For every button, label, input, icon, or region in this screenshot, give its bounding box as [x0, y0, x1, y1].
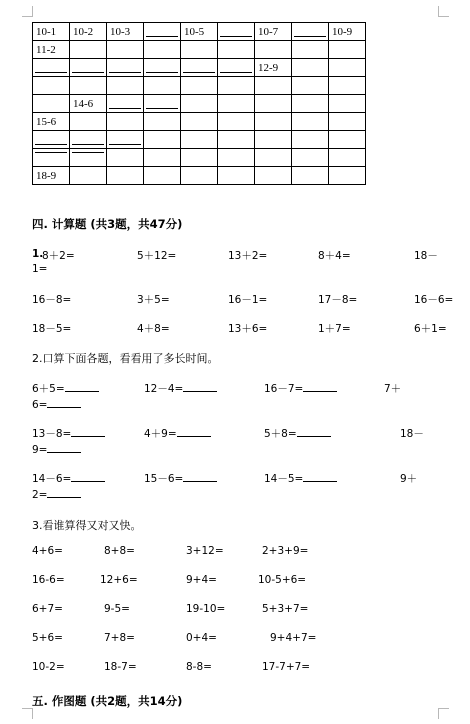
quick-problem-text: 9-5= — [104, 603, 130, 615]
math-problem — [414, 321, 447, 336]
grid-cell-empty — [70, 77, 107, 95]
quick-problem — [186, 661, 212, 673]
quick-problem — [262, 661, 310, 673]
math-problem-text: 16－8= — [32, 294, 72, 306]
quick-problem-text: 16-6= — [32, 574, 65, 586]
timed-problem — [32, 471, 105, 486]
quick-problem-text: 4+6= — [32, 545, 63, 557]
quick-problem-text: 8-8= — [186, 661, 212, 673]
q2-title: 2.口算下面各题，看看用了多长时间。 — [32, 352, 219, 365]
timed-problem-text: 12－4= — [144, 383, 184, 395]
grid-cell-empty — [218, 77, 255, 95]
answer-blank-line — [183, 72, 215, 73]
timed-problem — [32, 381, 99, 396]
grid-cell: 12-9 — [255, 59, 292, 77]
grid-cell-empty — [107, 59, 144, 77]
math-problem-text: 13＋2= — [228, 250, 268, 262]
math-problem-text: 8＋4= — [318, 250, 351, 262]
grid-cell-empty — [33, 149, 70, 167]
quick-problem — [32, 632, 63, 644]
grid-cell-empty — [181, 149, 218, 167]
grid-cell-empty — [70, 167, 107, 185]
quick-problem — [262, 545, 308, 557]
math-problem-text: 4＋8= — [137, 323, 170, 335]
grid-cell-empty — [329, 131, 366, 149]
grid-cell-empty — [329, 41, 366, 59]
grid-cell-empty — [255, 131, 292, 149]
math-problem-text: 1＋7= — [318, 323, 351, 335]
grid-cell-empty — [107, 131, 144, 149]
grid-cell-empty — [292, 95, 329, 113]
math-problem — [414, 292, 453, 307]
grid-cell-empty — [255, 113, 292, 131]
page-corner-mark — [438, 6, 449, 17]
grid-cell-empty — [70, 131, 107, 149]
quick-problem — [104, 603, 130, 615]
grid-cell-empty — [218, 131, 255, 149]
quick-problem-text: 5+3+7= — [262, 603, 309, 615]
grid-cell-empty — [255, 77, 292, 95]
grid-cell-empty — [181, 77, 218, 95]
quick-problem — [270, 632, 316, 644]
grid-row — [33, 59, 366, 77]
grid-row — [33, 131, 366, 149]
math-problem-text: 18－5= — [32, 323, 72, 335]
quick-problem — [104, 632, 135, 644]
math-problem-text: 16－1= — [228, 294, 268, 306]
grid-row — [33, 41, 366, 59]
grid-cell-empty — [329, 59, 366, 77]
grid-cell-empty — [218, 167, 255, 185]
grid-cell-empty — [144, 77, 181, 95]
grid-cell-empty — [107, 113, 144, 131]
grid-cell-empty — [181, 167, 218, 185]
page-corner-mark — [22, 6, 33, 17]
answer-blank-line — [294, 36, 326, 37]
grid-cell-empty — [107, 77, 144, 95]
grid-cell-empty — [255, 149, 292, 167]
quick-problem-text: 2+3+9= — [262, 545, 309, 557]
grid-row — [33, 95, 366, 113]
grid-cell-empty — [181, 131, 218, 149]
timed-problem-text: 4＋9= — [144, 428, 177, 440]
quick-problem — [32, 545, 63, 557]
grid-cell: 10-9 — [329, 23, 366, 41]
timed-problem — [144, 426, 211, 441]
grid-cell-empty — [292, 149, 329, 167]
answer-blank-line — [109, 144, 141, 145]
grid-cell-empty — [181, 95, 218, 113]
quick-problem-text: 12+6= — [100, 574, 138, 586]
timed-problem — [144, 471, 217, 486]
grid-cell-empty — [144, 41, 181, 59]
grid-cell-empty — [329, 77, 366, 95]
timed-problem — [400, 426, 424, 441]
answer-blank-line — [72, 72, 104, 73]
answer-blank[interactable] — [47, 487, 81, 498]
page-corner-mark — [22, 708, 33, 719]
answer-blank[interactable] — [303, 381, 337, 392]
answer-blank-line — [72, 152, 104, 153]
quick-problem — [186, 545, 224, 557]
quick-problem — [32, 603, 63, 615]
grid-cell-empty — [181, 41, 218, 59]
quick-problem-text: 5+6= — [32, 632, 63, 644]
answer-blank[interactable] — [47, 397, 81, 408]
grid-cell-empty — [107, 167, 144, 185]
grid-cell: 10-1 — [33, 23, 70, 41]
grid-cell-empty — [255, 41, 292, 59]
timed-problem-text: 16－7= — [264, 383, 304, 395]
grid-cell: 10-5 — [181, 23, 218, 41]
quick-problem — [100, 574, 138, 586]
grid-cell-empty — [292, 131, 329, 149]
math-problem-text: 8＋2= — [42, 250, 75, 262]
timed-problem-text: 5＋8= — [264, 428, 297, 440]
answer-blank[interactable] — [47, 442, 81, 453]
quick-problem — [258, 574, 306, 586]
math-problem-text: 18－ — [414, 250, 438, 262]
quick-problem — [186, 603, 225, 615]
quick-problem-text: 7+8= — [104, 632, 135, 644]
math-problem — [137, 321, 170, 336]
grid-row — [33, 149, 366, 167]
timed-problem-text: 14－6= — [32, 473, 72, 485]
quick-problem — [186, 574, 217, 586]
timed-problem-text: 14－5= — [264, 473, 304, 485]
quick-problem-text: 9+4+7= — [270, 632, 317, 644]
quick-problem-text: 17-7+7= — [262, 661, 311, 673]
grid-cell-empty — [181, 59, 218, 77]
timed-problem-wrap-text: 9= — [32, 444, 48, 456]
answer-blank-line — [220, 72, 252, 73]
grid-cell-empty — [292, 59, 329, 77]
grid-cell-empty — [144, 149, 181, 167]
grid-cell-empty — [33, 131, 70, 149]
answer-blank[interactable] — [183, 381, 217, 392]
timed-problem-text: 18－ — [400, 428, 424, 440]
timed-problem-wrap-text: 6= — [32, 399, 48, 411]
answer-blank-line — [35, 152, 67, 153]
timed-problem-text: 7＋ — [384, 383, 402, 395]
grid-cell-empty — [144, 167, 181, 185]
quick-problem — [32, 574, 65, 586]
quick-problem-text: 6+7= — [32, 603, 63, 615]
grid-cell-empty — [70, 149, 107, 167]
math-problem-wrap-text: 1= — [32, 263, 48, 275]
grid-cell-empty — [218, 23, 255, 41]
quick-problem — [32, 661, 65, 673]
grid-row — [33, 77, 366, 95]
timed-problem-text: 13－8= — [32, 428, 72, 440]
math-problem — [137, 248, 176, 263]
timed-problem — [264, 471, 337, 486]
math-problem-wrap — [32, 263, 47, 275]
grid-cell: 10-3 — [107, 23, 144, 41]
answer-blank-line — [35, 144, 67, 145]
answer-blank-line — [109, 72, 141, 73]
grid-cell-empty — [255, 95, 292, 113]
grid-cell-empty — [329, 95, 366, 113]
timed-problem — [400, 471, 417, 486]
math-problem — [318, 321, 351, 336]
grid-cell-empty — [329, 167, 366, 185]
grid-row — [33, 23, 366, 41]
math-problem — [318, 248, 351, 263]
math-problem — [32, 292, 71, 307]
quick-problem-text: 18-7= — [104, 661, 137, 673]
grid-cell-empty — [33, 59, 70, 77]
quick-problem-text: 10-5+6= — [258, 574, 307, 586]
math-problem-text: 17－8= — [318, 294, 358, 306]
quick-problem-text: 19-10= — [186, 603, 226, 615]
timed-problem-wrap — [32, 397, 81, 411]
grid-cell: 14-6 — [70, 95, 107, 113]
grid-cell-empty — [292, 167, 329, 185]
answer-blank-line — [109, 108, 141, 109]
grid-cell-empty — [70, 113, 107, 131]
answer-blank[interactable] — [71, 426, 105, 437]
math-problem-text: 13＋6= — [228, 323, 268, 335]
answer-blank-line — [146, 108, 178, 109]
grid-row — [33, 113, 366, 131]
quick-problem-text: 9+4= — [186, 574, 217, 586]
grid-cell-empty — [144, 113, 181, 131]
section-5-title: 五. 作图题 (共2题，共14分) — [32, 694, 183, 708]
grid-cell-empty — [292, 23, 329, 41]
grid-row — [33, 167, 366, 185]
answer-blank[interactable] — [297, 426, 331, 437]
quick-problem-text: 8+8= — [104, 545, 135, 557]
grid-cell: 18-9 — [33, 167, 70, 185]
grid-cell-empty — [70, 59, 107, 77]
quick-problem-text: 3+12= — [186, 545, 224, 557]
q3-title: 3.看谁算得又对又快。 — [32, 519, 142, 532]
answer-blank-line — [35, 72, 67, 73]
grid-cell-empty — [144, 131, 181, 149]
math-problem-text: 6＋1= — [414, 323, 447, 335]
answer-blank-line — [146, 72, 178, 73]
answer-blank-line — [146, 36, 178, 37]
math-problem — [228, 292, 267, 307]
grid-cell-empty — [218, 149, 255, 167]
grid-cell-empty — [255, 167, 292, 185]
timed-problem — [264, 381, 337, 396]
quick-problem — [104, 545, 135, 557]
timed-problem-wrap-text: 2= — [32, 489, 48, 501]
answer-blank[interactable] — [183, 471, 217, 482]
timed-problem-text: 6＋5= — [32, 383, 65, 395]
math-problem — [228, 321, 267, 336]
quick-problem — [186, 632, 217, 644]
timed-problem — [32, 426, 105, 441]
grid-cell-empty — [144, 23, 181, 41]
grid-cell: 10-2 — [70, 23, 107, 41]
grid-cell-empty — [107, 149, 144, 167]
grid-cell-empty — [70, 41, 107, 59]
math-problem — [228, 248, 267, 263]
quick-problem — [104, 661, 137, 673]
subtraction-grid-table — [32, 22, 366, 185]
answer-blank[interactable] — [177, 426, 211, 437]
math-problem — [32, 321, 71, 336]
math-problem — [42, 248, 75, 263]
timed-problem-wrap — [32, 487, 81, 501]
grid-cell: 15-6 — [33, 113, 70, 131]
page-corner-mark — [438, 708, 449, 719]
grid-cell-empty — [292, 77, 329, 95]
timed-problem — [144, 381, 217, 396]
answer-blank-line — [72, 144, 104, 145]
math-problem-text: 5＋12= — [137, 250, 177, 262]
grid-cell-empty — [107, 41, 144, 59]
q1-label: 1. — [32, 248, 44, 260]
quick-problem-text: 0+4= — [186, 632, 217, 644]
grid-cell-empty — [144, 59, 181, 77]
grid-cell: 11-2 — [33, 41, 70, 59]
grid-cell-empty — [107, 95, 144, 113]
grid-cell-empty — [218, 41, 255, 59]
answer-blank[interactable] — [65, 381, 99, 392]
timed-problem — [384, 381, 401, 396]
grid-cell-empty — [329, 113, 366, 131]
grid-cell-empty — [218, 113, 255, 131]
answer-blank[interactable] — [303, 471, 337, 482]
grid-cell-empty — [33, 77, 70, 95]
grid-cell-empty — [181, 113, 218, 131]
grid-cell-empty — [292, 113, 329, 131]
answer-blank-line — [220, 36, 252, 37]
grid-cell-empty — [33, 95, 70, 113]
timed-problem-wrap — [32, 442, 81, 456]
timed-problem-text: 15－6= — [144, 473, 184, 485]
grid-cell-empty — [144, 95, 181, 113]
math-problem — [137, 292, 170, 307]
math-problem — [414, 248, 438, 263]
timed-problem-text: 9＋ — [400, 473, 418, 485]
math-problem — [318, 292, 357, 307]
quick-problem — [262, 603, 308, 615]
math-problem-text: 16－6= — [414, 294, 454, 306]
quick-problem-text: 10-2= — [32, 661, 65, 673]
math-problem-text: 3＋5= — [137, 294, 170, 306]
grid-cell-empty — [329, 149, 366, 167]
grid-cell-empty — [218, 95, 255, 113]
section-4-title: 四. 计算题 (共3题，共47分) — [32, 217, 183, 231]
grid-cell: 10-7 — [255, 23, 292, 41]
grid-cell-empty — [218, 59, 255, 77]
answer-blank[interactable] — [71, 471, 105, 482]
timed-problem — [264, 426, 331, 441]
grid-cell-empty — [292, 41, 329, 59]
